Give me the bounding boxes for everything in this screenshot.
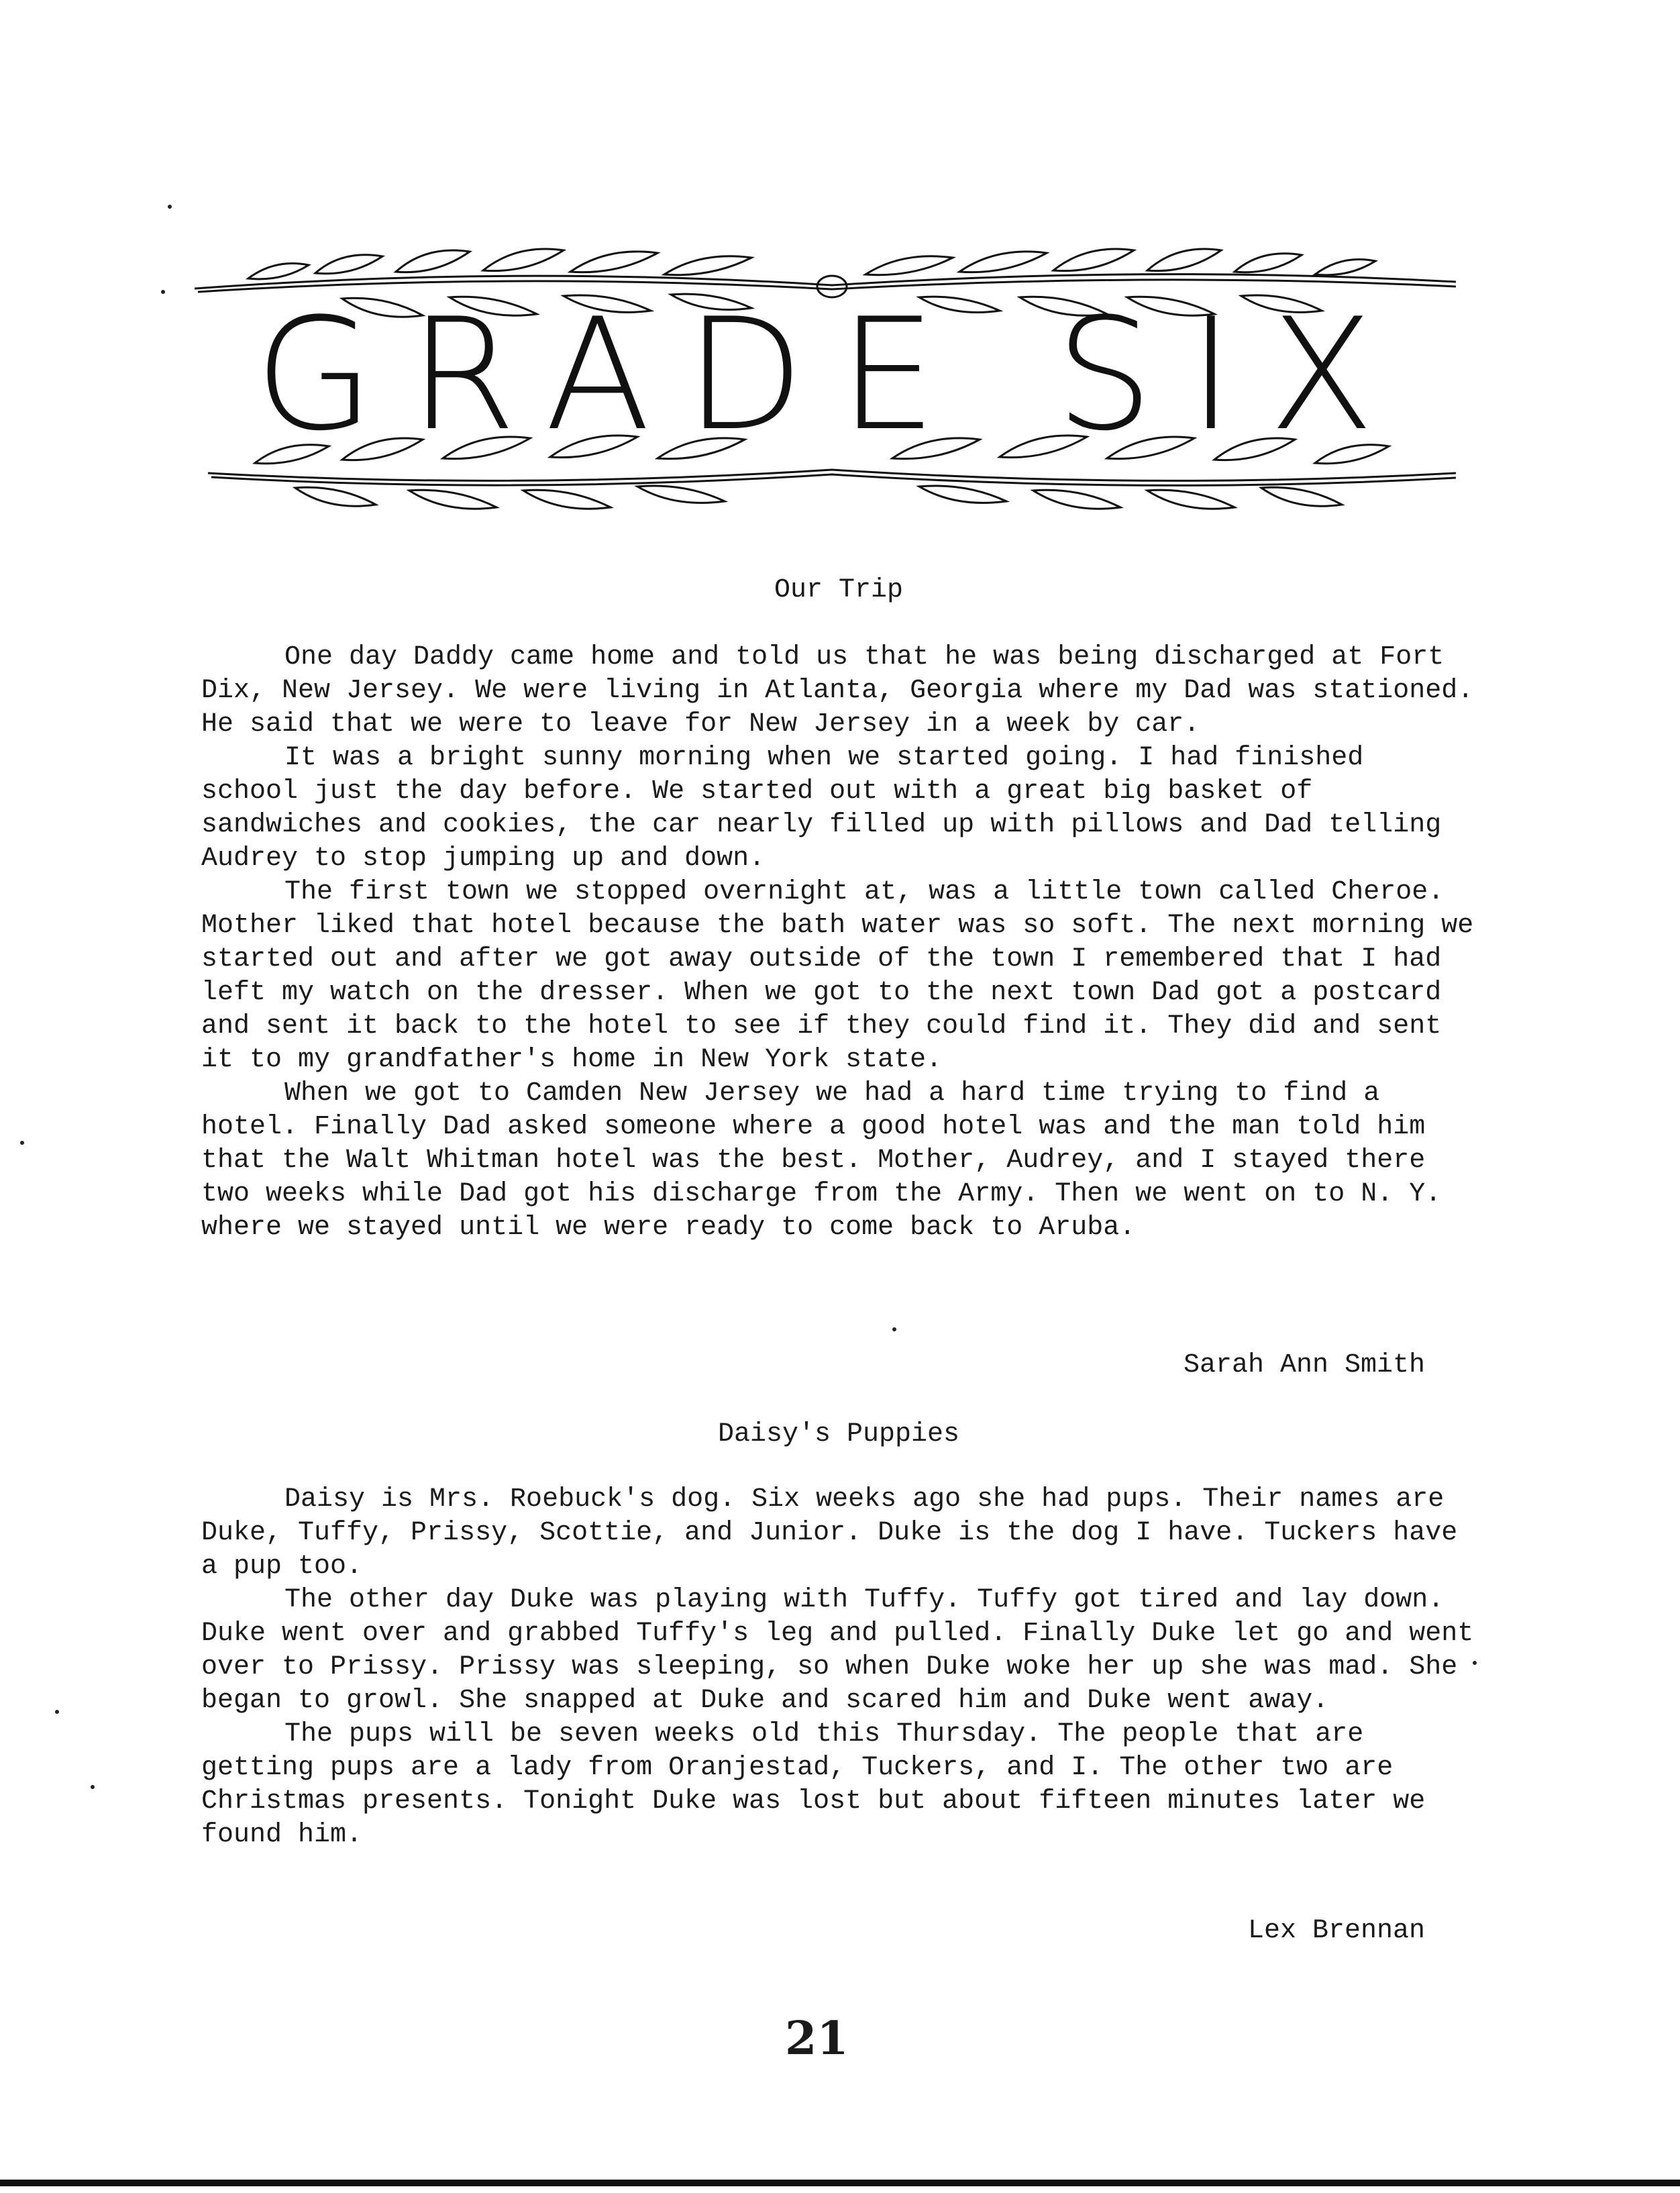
story-daisys-puppies — [201, 1421, 1476, 1448]
page-bottom-edge — [0, 2180, 1680, 2186]
story-our-trip-body — [201, 641, 1476, 1245]
story-paragraph: Daisy is Mrs. Roebuck's dog. Six weeks ago she had pups. Their names are Duke, Tuffy, Prissy, Scottie, and Junior. Duke is the dog I have. Tuckers have a pup too. — [201, 1484, 1458, 1582]
story-paragraph: It was a bright sunny morning when we started going. I had finished school just the day before. We started out with a great big basket of sandwiches and cookies, the car nearly filled up with pillows and Dad telling Audrey to stop jumping up and down. — [201, 743, 1442, 874]
story-paragraph: The first town we stopped overnight at, was a little town called Cheroe. Mother liked that hotel because the bath water was so soft. The next morning we started out and after we got away outside of the town I remembered that I had left my watch on the dresser. When we got to the next town Dad got a postcard and sent it back to the hotel to see if they could find it. They did and sent it to my grandfather's home in New York state. — [201, 877, 1474, 1075]
scan-speck — [168, 205, 172, 209]
page-number: 21 — [785, 2012, 849, 2066]
story-author: Lex Brennan — [1247, 1916, 1425, 1946]
story-daisys-puppies-body — [201, 1483, 1476, 1852]
scan-speck — [55, 1710, 59, 1714]
story-author: Sarah Ann Smith — [1183, 1350, 1425, 1380]
scan-speck — [91, 1785, 95, 1789]
story-our-trip — [201, 577, 1476, 604]
story-title: Our Trip — [774, 575, 904, 605]
story-paragraph: The pups will be seven weeks old this Thursday. The people that are getting pups are a lady from Oranjestad, Tuckers, and I. The other two are Christmas presents. Tonight Duke was lost but about fifteen minutes later we found him. — [201, 1719, 1426, 1850]
story-paragraph: When we got to Camden New Jersey we had a hard time trying to find a hotel. Finally Dad asked someone where a good hotel was and the man told him that the Walt Whitman hotel was the best. Mother, Audrey, and I stayed there two weeks while Dad got his discharge from the Army. Then we went on to N. Y. where we stayed until we were ready to come back to Aruba. — [201, 1078, 1442, 1243]
section-heading: GRADE SIX — [254, 286, 1410, 465]
grade-six-banner — [195, 225, 1469, 547]
story-title: Daisy's Puppies — [717, 1419, 960, 1449]
scan-speck — [1473, 1661, 1477, 1665]
story-paragraph: One day Daddy came home and told us that he was being discharged at Fort Dix, New Jersey. We were living in Atlanta, Georgia where my Dad was stationed. He said that we were to leave for New Jersey in a week by car. — [201, 642, 1474, 740]
scan-speck — [20, 1141, 24, 1145]
story-paragraph: The other day Duke was playing with Tuffy. Tuffy got tired and lay down. Duke went over and grabbed Tuffy's leg and pulled. Finally Duke let go and went over to Prissy. Prissy was sleeping, so when Duke woke her up she was mad. She began to growl. She snapped at Duke and scared him and Duke went away. — [201, 1585, 1474, 1716]
scan-speck — [161, 290, 165, 294]
scan-speck — [892, 1327, 896, 1331]
